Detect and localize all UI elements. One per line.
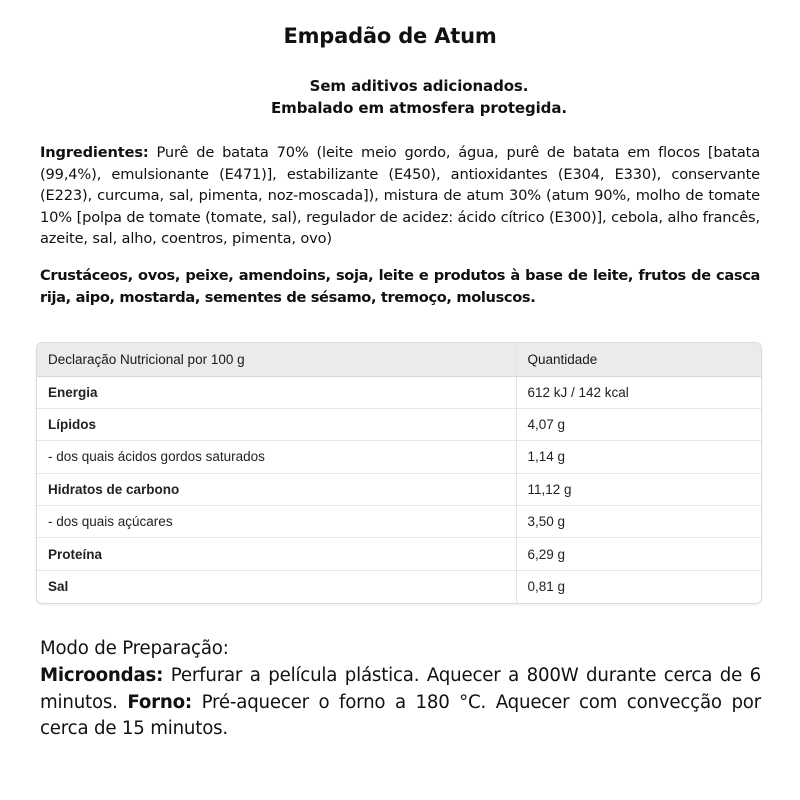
nutrient-name: - dos quais açúcares: [37, 506, 516, 538]
preparation-heading: Modo de Preparação:: [40, 638, 229, 659]
product-title: Empadão de Atum: [283, 24, 497, 48]
oven-instructions: Pré-aquecer o forno a 180 °C. Aquecer com convecção por cerca de 15 minutos.: [40, 691, 761, 740]
ingredients-paragraph: [40, 142, 760, 250]
ingredients-label: Ingredientes:: [40, 144, 149, 161]
table-row: [37, 570, 761, 602]
ingredients-text: Purê de batata 70% (leite meio gordo, água, purê de batata em flocos [batata (99,4%), emulsionante (E471)], estabilizante (E450), antioxidantes (E304, E330), conservante (E223), curcuma, sal, pimenta, noz-moscada]), mistura de atum 30% (atum 90%, molho de tomate 10% [polpa de tomate (tomate, sal), regulador de acidez: ácido cítrico (E300)], cebola, alho francês, azeite, sal, alho, coentros, pimenta, ovo): [40, 144, 760, 248]
nutrient-name: Hidratos de carbono: [37, 473, 516, 505]
preparation-section: [40, 636, 761, 743]
nutrient-value: 3,50 g: [516, 506, 761, 538]
table-row: [37, 506, 761, 538]
nutrient-value: 0,81 g: [527, 579, 566, 595]
preparation-instructions: [40, 663, 761, 743]
allergens-paragraph: Crustáceos, ovos, peixe, amendoins, soja, leite e produtos à base de leite, frutos de casca rija, aipo, mostarda, sementes de sésamo, tremoço, moluscos.: [40, 267, 760, 306]
nutrition-header-row: [37, 343, 761, 376]
nutrient-name: - dos quais ácidos gordos saturados: [37, 441, 516, 473]
product-subtitle: [0, 75, 800, 119]
nutrient-value: 612 kJ / 142 kcal: [516, 376, 761, 408]
microwave-instructions: Perfurar a película plástica. Aquecer a 800W durante cerca de 6 minutos.: [40, 664, 761, 713]
nutrient-value: 11,12 g: [516, 473, 761, 505]
nutrient-name: Lípidos: [37, 408, 516, 440]
subtitle-line-no-additives: Sem aditivos adicionados.: [309, 77, 529, 95]
nutrient-name: Proteína: [37, 538, 516, 570]
table-row: [37, 408, 761, 440]
nutrition-table: [36, 342, 762, 604]
header-nutrient: Declaração Nutricional por 100 g: [37, 343, 516, 376]
header-quantity: Quantidade: [516, 343, 761, 376]
table-row: [37, 441, 761, 473]
table-row: [37, 473, 761, 505]
nutrient-value: 6,29 g: [516, 538, 761, 570]
nutrient-name: Energia: [37, 376, 516, 408]
table-row: [37, 376, 761, 408]
nutrient-name: Sal: [37, 570, 516, 602]
microwave-label: Microondas:: [40, 664, 164, 686]
table-row: [37, 538, 761, 570]
subtitle-line-packaging: Embalado em atmosfera protegida.: [271, 99, 567, 117]
nutrient-value: 1,14 g: [516, 441, 761, 473]
nutrient-value: 4,07 g: [516, 408, 761, 440]
oven-label: Forno:: [127, 691, 192, 713]
